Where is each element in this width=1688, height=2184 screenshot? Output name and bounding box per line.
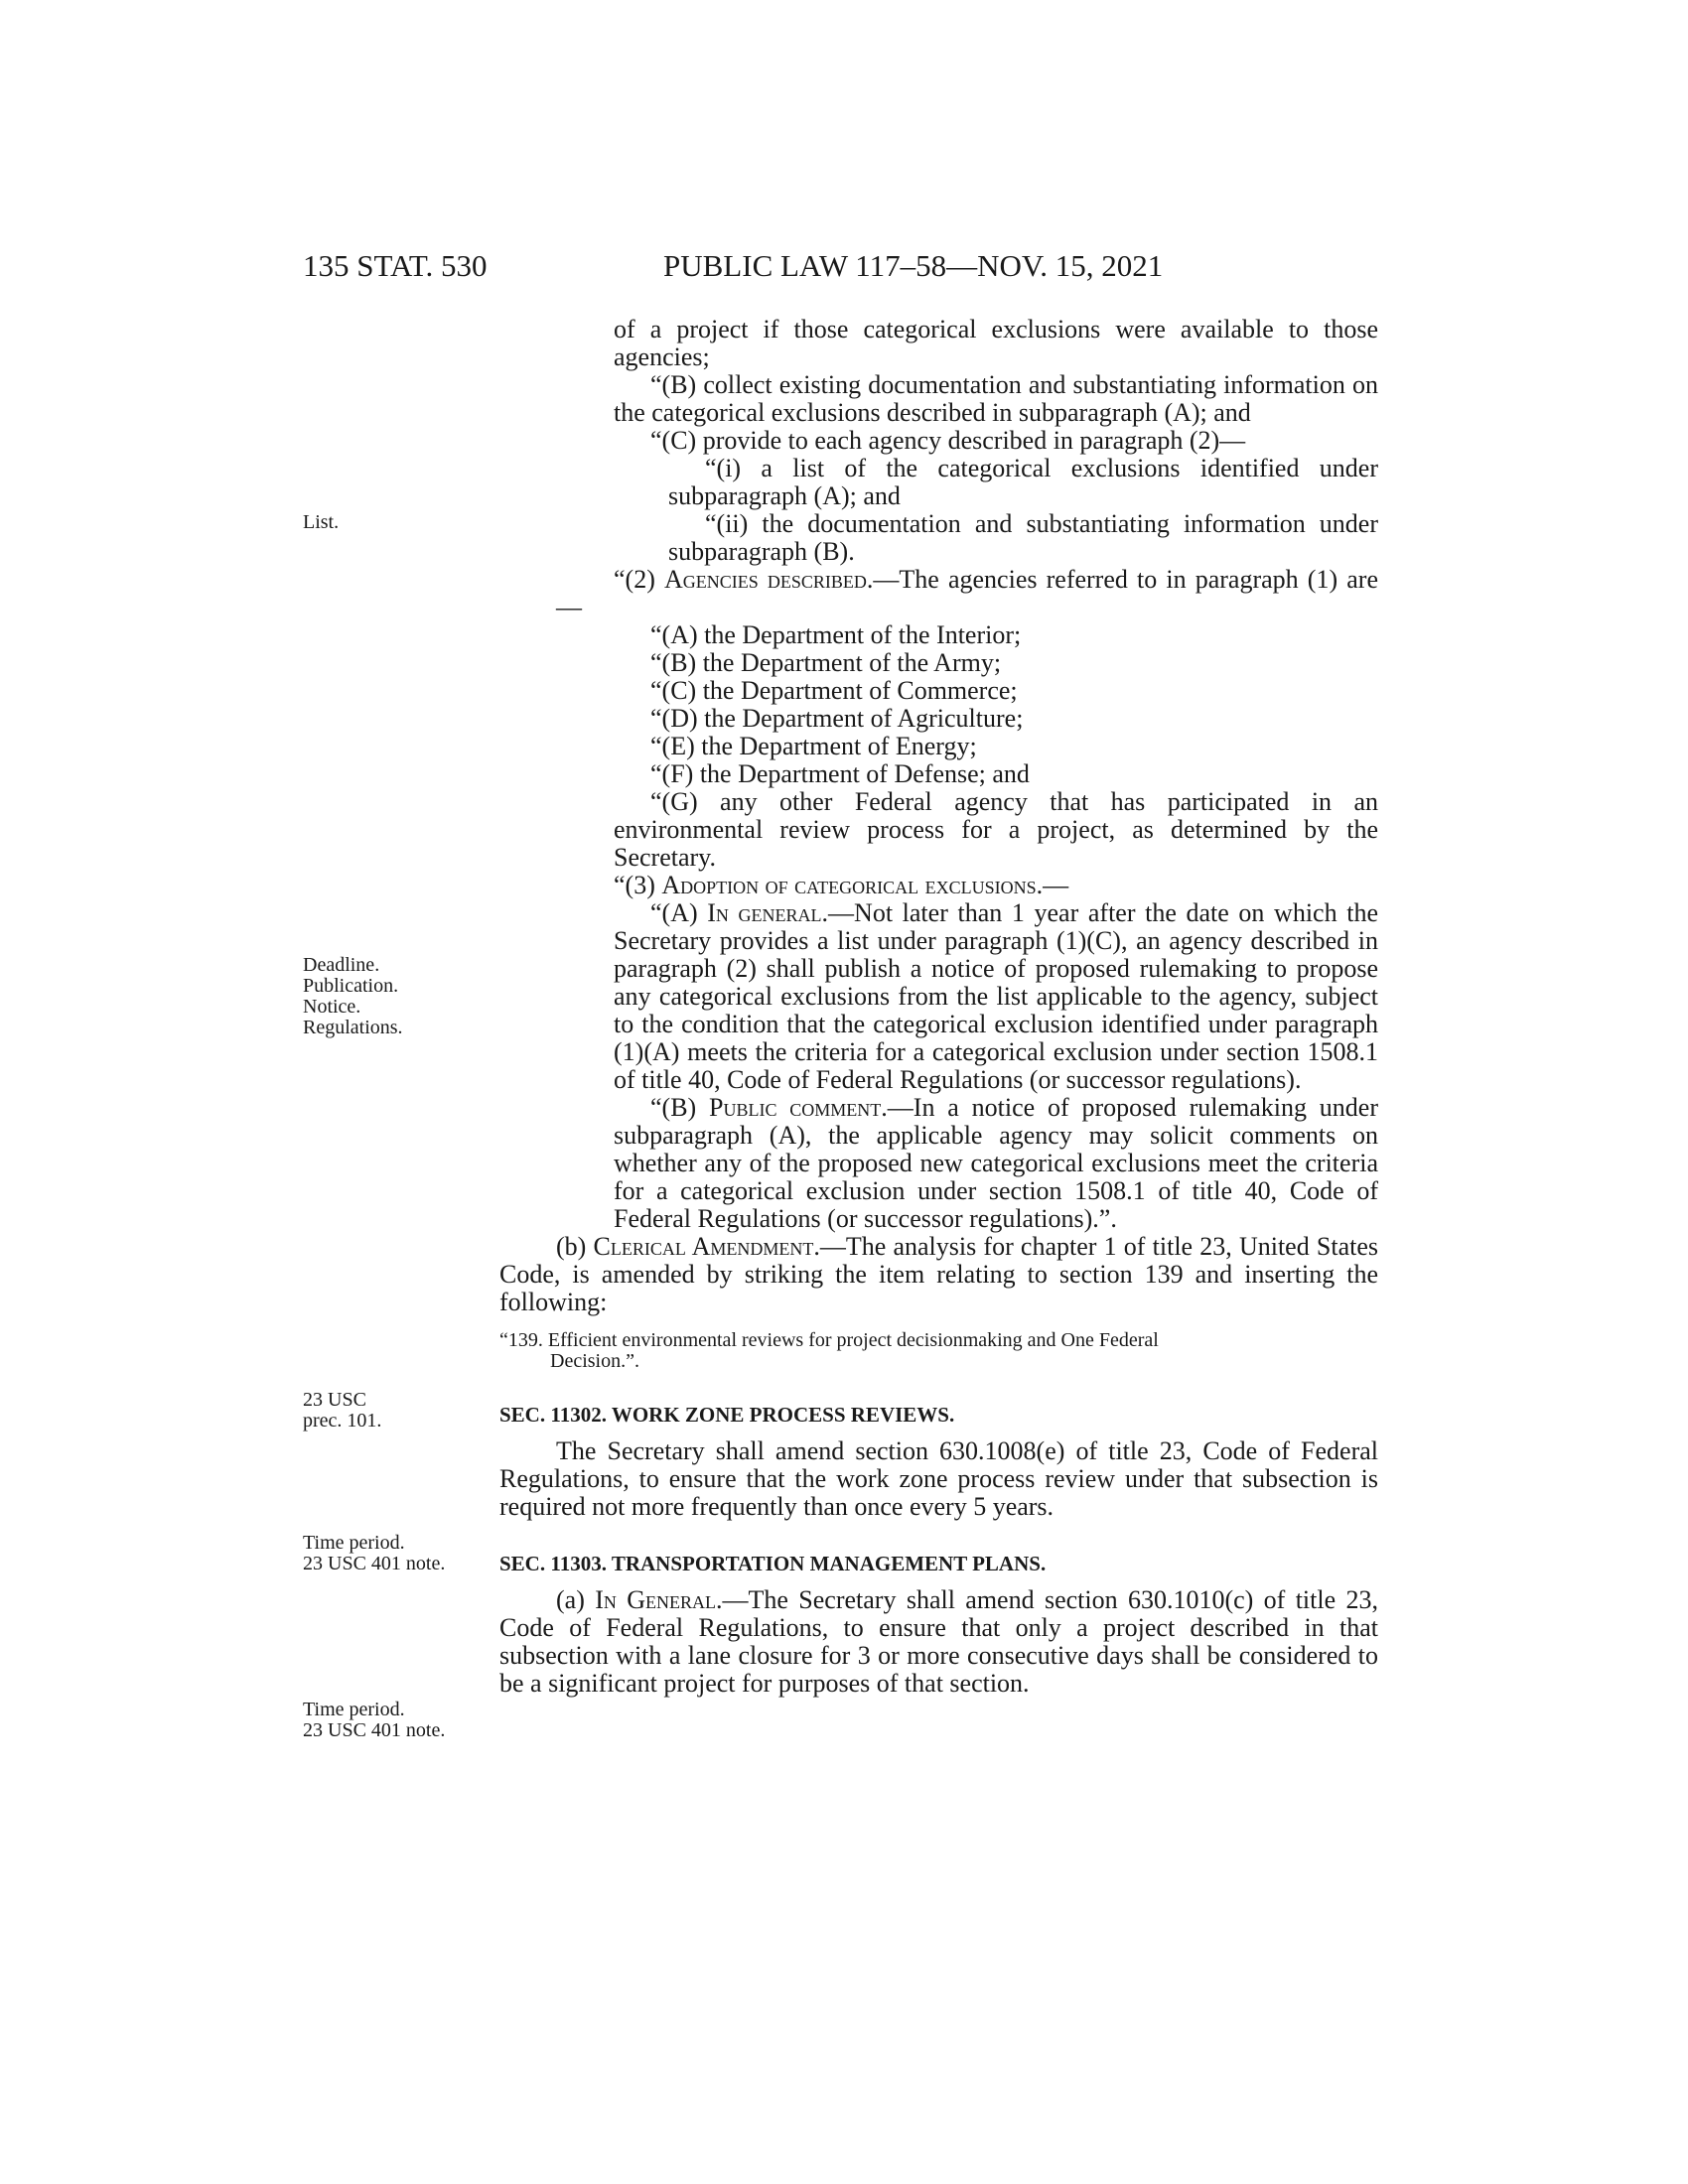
paragraph-prefix: “(3) (614, 871, 662, 899)
subparagraph-c: “(C) provide to each agency described in paragraph (2)— (650, 426, 1246, 455)
running-header-title: PUBLIC LAW 117–58—NOV. 15, 2021 (663, 248, 1164, 283)
paragraph-continuation: of a project if those categorical exclusions were available to those agencies; (614, 315, 1378, 371)
subparagraph-a-in-general (614, 899, 1378, 1094)
paragraph-2-agencies-described (556, 566, 1378, 621)
section-11303-subsection-a (499, 1586, 1378, 1698)
margin-note-list (303, 512, 339, 533)
agency-item: “(D) the Department of Agriculture; (650, 704, 1024, 733)
paragraph-prefix: “(2) (614, 565, 664, 594)
listing-line-continued: Decision.”. (550, 1350, 639, 1372)
paragraph-text: .—The agencies referred to in paragraph (1) are— (556, 565, 1378, 621)
agency-item: “(E) the Department of Energy; (650, 732, 977, 760)
margin-note-line: Deadline. (303, 954, 380, 976)
margin-note-line: List. (303, 511, 340, 533)
section-11303-heading: SEC. 11303. TRANSPORTATION MANAGEMENT PLANS. (499, 1552, 1047, 1575)
paragraph-text: .—In a notice of proposed rulemaking under subparagraph (A), the applicable agency may solicit comments on whether any of the proposed new categorical exclusions meet the criteria for a categorical exclusion under section 1508.1 of title 40, Code of Federal Regulations (or successor regulations).”. (614, 1093, 1378, 1233)
subparagraph-b-public-comment (614, 1094, 1378, 1233)
subsection-b-clerical-amendment (499, 1233, 1378, 1316)
paragraph-heading: In General (595, 1585, 717, 1614)
margin-note-line: Time period. (303, 1699, 405, 1720)
margin-note-line: prec. 101. (303, 1410, 382, 1432)
subparagraph-b: “(B) collect existing documentation and substantiating information on the categorical exclusions described in subparagraph (A); and (614, 370, 1378, 427)
table-of-sections-entry (499, 1330, 1378, 1372)
margin-note-deadline (303, 955, 403, 1038)
margin-note-line: Notice. (303, 996, 361, 1018)
paragraph-3-adoption (614, 872, 1378, 899)
paragraph-text: .— (1036, 871, 1069, 899)
paragraph-heading: Public comment (709, 1093, 882, 1122)
margin-note-line: 23 USC (303, 1389, 366, 1411)
paragraph-heading: Clerical Amendment (593, 1232, 814, 1261)
section-11302-heading: SEC. 11302. WORK ZONE PROCESS REVIEWS. (499, 1403, 955, 1427)
agency-item: “(C) the Department of Commerce; (650, 676, 1018, 705)
clause-i: “(i) a list of the categorical exclusions identified under subparagraph (A); and (668, 454, 1378, 510)
paragraph-prefix: (a) (556, 1585, 596, 1614)
paragraph-prefix: (b) (556, 1232, 594, 1261)
paragraph-text: .—The analysis for chapter 1 of title 23, United States Code, is amended by striking the item relating to section 139 and inserting the following: (499, 1232, 1379, 1316)
stat-page-number: 135 STAT. 530 (303, 248, 488, 283)
section-11302-text: The Secretary shall amend section 630.1008(e) of title 23, Code of Federal Regulations, to ensure that the work zone process review under that subsection is required not more frequently than once every 5 years. (499, 1436, 1378, 1521)
margin-note-line: Regulations. (303, 1017, 403, 1038)
agency-item: “(F) the Department of Defense; and (650, 759, 1030, 788)
agency-item: “(G) any other Federal agency that has participated in an environmental review process for a project, as determined by the Secretary. (614, 787, 1378, 872)
margin-note-line: Publication. (303, 975, 399, 997)
paragraph-heading: Agencies described (664, 565, 867, 594)
margin-note-usc (303, 1390, 381, 1432)
margin-note-line: 23 USC 401 note. (303, 1719, 446, 1741)
paragraph-heading: In general (707, 898, 822, 927)
paragraph-prefix: “(B) (650, 1093, 710, 1122)
paragraph-heading: Adoption of categorical exclusions (661, 871, 1037, 899)
agency-item: “(B) the Department of the Army; (650, 648, 1002, 677)
clause-ii: “(ii) the documentation and substantiating information under subparagraph (B). (668, 509, 1378, 566)
statute-body (499, 316, 1378, 1698)
margin-note-line: 23 USC 401 note. (303, 1553, 446, 1574)
paragraph-text: .—Not later than 1 year after the date on which the Secretary provides a list under paragraph (1)(C), an agency described in paragraph (2) shall publish a notice of proposed rulemaking to propose any categorical exclusions from the list applicable to the agency, subject to the condition that the categorical exclusion identified under paragraph (1)(A) meets the criteria for a categorical exclusion under section 1508.1 of title 40, Code of Federal Regulations (or successor regulations). (614, 898, 1378, 1094)
agency-item: “(A) the Department of the Interior; (650, 620, 1022, 649)
margin-note-time-period-2 (303, 1700, 445, 1741)
margin-note-line: Time period. (303, 1532, 405, 1554)
margin-note-time-period-1 (303, 1533, 445, 1574)
paragraph-text: .—The Secretary shall amend section 630.1010(c) of title 23, Code of Federal Regulations, to ensure that only a project described in that subsection with a lane closure for 3 or more consecutive days shall be considered to be a significant project for purposes of that section. (499, 1585, 1378, 1698)
listing-line: “139. Efficient environmental reviews for project decisionmaking and One Federal (499, 1329, 1159, 1351)
paragraph-prefix: “(A) (650, 898, 708, 927)
